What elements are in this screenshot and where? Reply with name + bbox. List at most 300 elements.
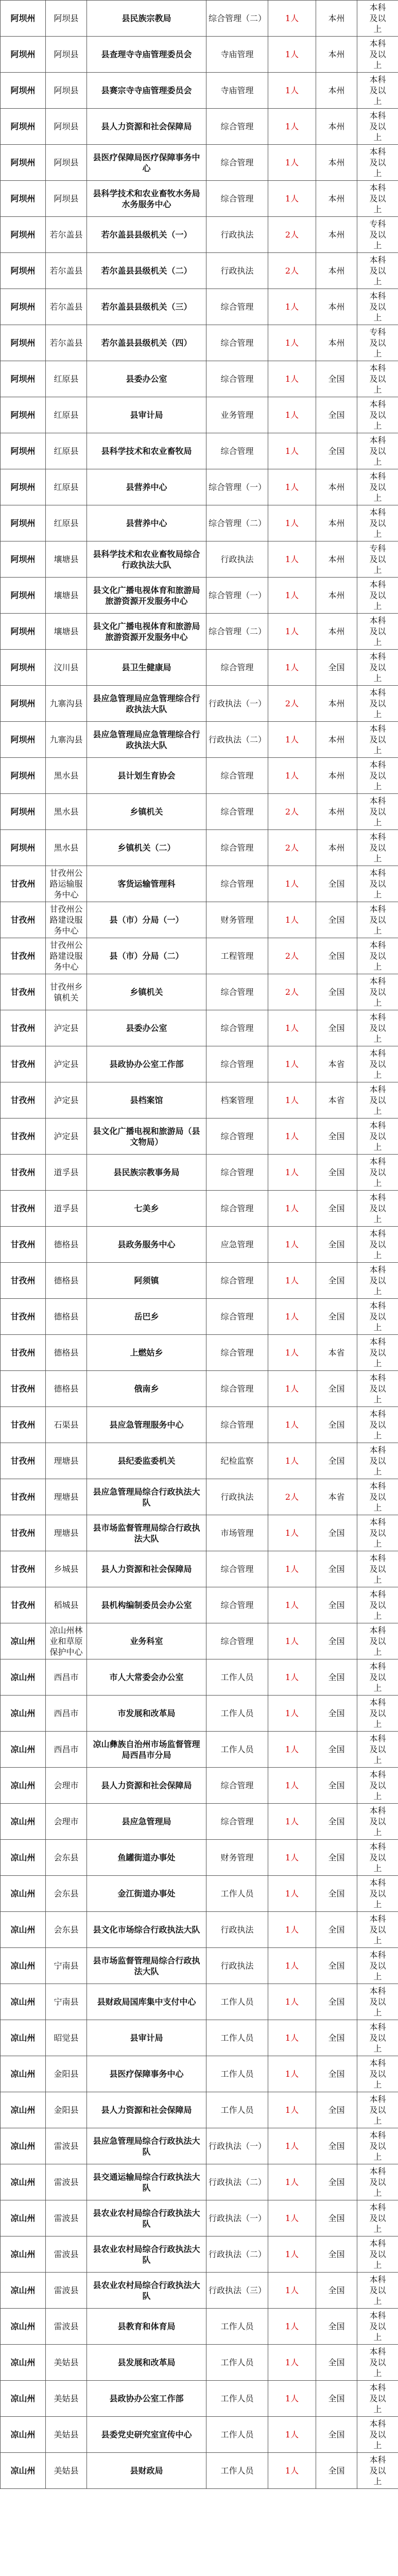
county-cell: 甘孜州公路运输服务中心 — [46, 866, 87, 902]
scope-cell: 本州 — [316, 325, 357, 361]
table-row — [1, 2092, 398, 2128]
unit-cell: 县营养中心 — [87, 469, 206, 505]
county-cell: 若尔盖县 — [46, 289, 87, 325]
category-cell: 行政执法 — [206, 541, 268, 578]
count-cell: 1人 — [268, 1227, 316, 1263]
table-row — [1, 830, 398, 866]
region-cell: 甘孜州 — [1, 1407, 46, 1443]
table-row — [1, 578, 398, 614]
category-cell: 工作人员 — [206, 2092, 268, 2128]
unit-cell: 若尔盖县县级机关（四） — [87, 325, 206, 361]
region-cell: 甘孜州 — [1, 1227, 46, 1263]
county-cell: 黑水县 — [46, 794, 87, 830]
region-cell: 阿坝州 — [1, 505, 46, 541]
region-cell: 凉山州 — [1, 2056, 46, 2092]
county-cell: 德格县 — [46, 1227, 87, 1263]
region-cell: 甘孜州 — [1, 974, 46, 1010]
unit-cell: 县审计局 — [87, 2020, 206, 2056]
table-row — [1, 1443, 398, 1479]
category-cell: 综合管理 — [206, 650, 268, 686]
category-cell: 综合管理 — [206, 1371, 268, 1407]
education-cell: 本科及以上 — [357, 2417, 398, 2453]
education-cell: 专科及以上 — [357, 217, 398, 253]
category-cell: 工作人员 — [206, 2381, 268, 2417]
region-cell: 凉山州 — [1, 1732, 46, 1768]
scope-cell: 全国 — [316, 1155, 357, 1191]
unit-cell: 若尔盖县县级机关（二） — [87, 253, 206, 289]
county-cell: 阿坝县 — [46, 1, 87, 37]
scope-cell: 全国 — [316, 1984, 357, 2020]
region-cell: 甘孜州 — [1, 1118, 46, 1155]
scope-cell: 全国 — [316, 938, 357, 974]
education-cell: 本科及以上 — [357, 1118, 398, 1155]
category-cell: 行政执法 — [206, 253, 268, 289]
scope-cell: 本州 — [316, 469, 357, 505]
category-cell: 综合管理 — [206, 1623, 268, 1659]
region-cell: 凉山州 — [1, 1623, 46, 1659]
table-row — [1, 2200, 398, 2236]
category-cell: 综合管理 — [206, 181, 268, 217]
region-cell: 凉山州 — [1, 1659, 46, 1696]
table-row — [1, 2309, 398, 2345]
scope-cell: 全国 — [316, 1010, 357, 1046]
table-row — [1, 650, 398, 686]
county-cell: 金阳县 — [46, 2056, 87, 2092]
county-cell: 汶川县 — [46, 650, 87, 686]
count-cell: 1人 — [268, 109, 316, 145]
county-cell: 美姑县 — [46, 2417, 87, 2453]
unit-cell: 县人力资源和社会保障局 — [87, 2092, 206, 2128]
count-cell: 1人 — [268, 2273, 316, 2309]
count-cell: 1人 — [268, 1118, 316, 1155]
unit-cell: 县政务服务中心 — [87, 1227, 206, 1263]
scope-cell: 本州 — [316, 794, 357, 830]
county-cell: 理塘县 — [46, 1479, 87, 1515]
region-cell: 阿坝州 — [1, 325, 46, 361]
education-cell: 本科及以上 — [357, 866, 398, 902]
scope-cell: 全国 — [316, 2345, 357, 2381]
category-cell: 综合管理 — [206, 109, 268, 145]
scope-cell: 本州 — [316, 181, 357, 217]
region-cell: 阿坝州 — [1, 686, 46, 722]
unit-cell: 金江街道办事处 — [87, 1876, 206, 1912]
count-cell: 2人 — [268, 938, 316, 974]
table-row — [1, 1696, 398, 1732]
region-cell: 阿坝州 — [1, 650, 46, 686]
table-row — [1, 1768, 398, 1804]
county-cell: 甘孜州公路建设服务中心 — [46, 902, 87, 938]
region-cell: 阿坝州 — [1, 578, 46, 614]
county-cell: 红原县 — [46, 433, 87, 469]
county-cell: 西昌市 — [46, 1696, 87, 1732]
region-cell: 阿坝州 — [1, 541, 46, 578]
county-cell: 雷波县 — [46, 2236, 87, 2273]
education-cell: 本科及以上 — [357, 974, 398, 1010]
category-cell: 财务管理 — [206, 902, 268, 938]
scope-cell: 全国 — [316, 866, 357, 902]
education-cell: 本科及以上 — [357, 1263, 398, 1299]
county-cell: 泸定县 — [46, 1082, 87, 1118]
county-cell: 甘孜州乡镇机关 — [46, 974, 87, 1010]
county-cell: 黑水县 — [46, 830, 87, 866]
table-row — [1, 1227, 398, 1263]
education-cell: 本科及以上 — [357, 650, 398, 686]
scope-cell: 全国 — [316, 1299, 357, 1335]
county-cell: 泸定县 — [46, 1046, 87, 1082]
unit-cell: 县委党史研究室宣传中心 — [87, 2417, 206, 2453]
region-cell: 甘孜州 — [1, 1371, 46, 1407]
education-cell: 本科及以上 — [357, 1082, 398, 1118]
category-cell: 业务管理 — [206, 397, 268, 433]
category-cell: 综合管理 — [206, 325, 268, 361]
category-cell: 综合管理 — [206, 1804, 268, 1840]
table-row — [1, 181, 398, 217]
table-row — [1, 1299, 398, 1335]
region-cell: 凉山州 — [1, 1984, 46, 2020]
region-cell: 凉山州 — [1, 2345, 46, 2381]
table-row — [1, 1, 398, 37]
unit-cell: 市发展和改革局 — [87, 1696, 206, 1732]
unit-cell: 县科学技术和农业畜牧水务局水务服务中心 — [87, 181, 206, 217]
education-cell: 本科及以上 — [357, 722, 398, 758]
table-row — [1, 109, 398, 145]
scope-cell: 本州 — [316, 1, 357, 37]
education-cell: 专科及以上 — [357, 541, 398, 578]
positions-table-body — [1, 1, 398, 2489]
education-cell: 本科及以上 — [357, 1623, 398, 1659]
region-cell: 阿坝州 — [1, 758, 46, 794]
region-cell: 阿坝州 — [1, 722, 46, 758]
education-cell: 本科及以上 — [357, 2345, 398, 2381]
table-row — [1, 2273, 398, 2309]
unit-cell: 县医疗保障局医疗保障事务中心 — [87, 145, 206, 181]
unit-cell: 县交通运输局综合行政执法大队 — [87, 2164, 206, 2200]
category-cell: 工作人员 — [206, 2309, 268, 2345]
county-cell: 雷波县 — [46, 2128, 87, 2164]
education-cell: 本科及以上 — [357, 1876, 398, 1912]
category-cell: 综合管理（一） — [206, 469, 268, 505]
region-cell: 甘孜州 — [1, 1082, 46, 1118]
table-row — [1, 289, 398, 325]
category-cell: 综合管理 — [206, 1118, 268, 1155]
category-cell: 综合管理 — [206, 830, 268, 866]
county-cell: 九寨沟县 — [46, 686, 87, 722]
category-cell: 行政执法（二） — [206, 2164, 268, 2200]
count-cell: 1人 — [268, 2453, 316, 2489]
education-cell: 本科及以上 — [357, 1299, 398, 1335]
county-cell: 若尔盖县 — [46, 217, 87, 253]
table-row — [1, 1587, 398, 1623]
unit-cell: 县计划生育协会 — [87, 758, 206, 794]
unit-cell: 县赛宗寺寺庙管理委员会 — [87, 73, 206, 109]
county-cell: 昭觉县 — [46, 2020, 87, 2056]
region-cell: 甘孜州 — [1, 1479, 46, 1515]
table-row — [1, 938, 398, 974]
scope-cell: 全国 — [316, 1515, 357, 1551]
table-row — [1, 1515, 398, 1551]
count-cell: 1人 — [268, 1876, 316, 1912]
category-cell: 市场管理 — [206, 1515, 268, 1551]
scope-cell: 全国 — [316, 361, 357, 397]
region-cell: 阿坝州 — [1, 217, 46, 253]
count-cell: 1人 — [268, 1804, 316, 1840]
scope-cell: 全国 — [316, 974, 357, 1010]
unit-cell: 县农业农村局综合行政执法大队 — [87, 2200, 206, 2236]
count-cell: 1人 — [268, 1155, 316, 1191]
unit-cell: 县市场监督管理局综合行政执法大队 — [87, 1515, 206, 1551]
region-cell: 甘孜州 — [1, 1551, 46, 1587]
education-cell: 本科及以上 — [357, 1335, 398, 1371]
category-cell: 工作人员 — [206, 2020, 268, 2056]
category-cell: 综合管理 — [206, 758, 268, 794]
category-cell: 行政执法（一） — [206, 686, 268, 722]
region-cell: 甘孜州 — [1, 866, 46, 902]
table-row — [1, 145, 398, 181]
category-cell: 工程管理 — [206, 938, 268, 974]
table-row — [1, 974, 398, 1010]
table-row — [1, 433, 398, 469]
unit-cell: 县应急管理局应急管理综合行政执法大队 — [87, 686, 206, 722]
category-cell: 行政执法 — [206, 1948, 268, 1984]
unit-cell: 凉山彝族自治州市场监督管理局西昌市分局 — [87, 1732, 206, 1768]
scope-cell: 全国 — [316, 2453, 357, 2489]
count-cell: 1人 — [268, 866, 316, 902]
county-cell: 甘孜州公路建设服务中心 — [46, 938, 87, 974]
table-row — [1, 361, 398, 397]
county-cell: 德格县 — [46, 1263, 87, 1299]
category-cell: 综合管理 — [206, 1587, 268, 1623]
count-cell: 1人 — [268, 1732, 316, 1768]
region-cell: 阿坝州 — [1, 37, 46, 73]
unit-cell: 鱼罐街道办事处 — [87, 1840, 206, 1876]
count-cell: 1人 — [268, 758, 316, 794]
county-cell: 道孚县 — [46, 1155, 87, 1191]
county-cell: 黑水县 — [46, 758, 87, 794]
education-cell: 本科及以上 — [357, 686, 398, 722]
count-cell: 1人 — [268, 1010, 316, 1046]
unit-cell: 县财政局国库集中支付中心 — [87, 1984, 206, 2020]
scope-cell: 全国 — [316, 433, 357, 469]
county-cell: 雷波县 — [46, 2273, 87, 2309]
county-cell: 泸定县 — [46, 1118, 87, 1155]
unit-cell: 县委办公室 — [87, 361, 206, 397]
education-cell: 本科及以上 — [357, 37, 398, 73]
count-cell: 1人 — [268, 1551, 316, 1587]
count-cell: 1人 — [268, 1840, 316, 1876]
table-row — [1, 1479, 398, 1515]
county-cell: 金阳县 — [46, 2092, 87, 2128]
unit-cell: 县（市）分局（二） — [87, 938, 206, 974]
county-cell: 德格县 — [46, 1299, 87, 1335]
category-cell: 工作人员 — [206, 2345, 268, 2381]
education-cell: 本科及以上 — [357, 1948, 398, 1984]
region-cell: 阿坝州 — [1, 830, 46, 866]
education-cell: 本科及以上 — [357, 1768, 398, 1804]
region-cell: 凉山州 — [1, 1912, 46, 1948]
education-cell: 本科及以上 — [357, 1371, 398, 1407]
county-cell: 德格县 — [46, 1371, 87, 1407]
scope-cell: 全国 — [316, 2273, 357, 2309]
education-cell: 本科及以上 — [357, 1912, 398, 1948]
education-cell: 本科及以上 — [357, 2200, 398, 2236]
count-cell: 1人 — [268, 1407, 316, 1443]
education-cell: 本科及以上 — [357, 614, 398, 650]
scope-cell: 本州 — [316, 830, 357, 866]
scope-cell: 全国 — [316, 1804, 357, 1840]
count-cell: 1人 — [268, 1696, 316, 1732]
education-cell: 本科及以上 — [357, 1840, 398, 1876]
unit-cell: 县教育和体育局 — [87, 2309, 206, 2345]
count-cell: 1人 — [268, 1371, 316, 1407]
count-cell: 1人 — [268, 1768, 316, 1804]
scope-cell: 全国 — [316, 1227, 357, 1263]
county-cell: 红原县 — [46, 361, 87, 397]
table-row — [1, 541, 398, 578]
county-cell: 理塘县 — [46, 1443, 87, 1479]
county-cell: 乡城县 — [46, 1551, 87, 1587]
unit-cell: 县查理寺寺庙管理委员会 — [87, 37, 206, 73]
category-cell: 行政执法（二） — [206, 2236, 268, 2273]
count-cell: 2人 — [268, 830, 316, 866]
region-cell: 阿坝州 — [1, 469, 46, 505]
region-cell: 阿坝州 — [1, 433, 46, 469]
scope-cell: 全国 — [316, 2200, 357, 2236]
count-cell: 1人 — [268, 1191, 316, 1227]
category-cell: 寺庙管理 — [206, 73, 268, 109]
region-cell: 凉山州 — [1, 2200, 46, 2236]
education-cell: 本科及以上 — [357, 2453, 398, 2489]
scope-cell: 本省 — [316, 1479, 357, 1515]
scope-cell: 全国 — [316, 2128, 357, 2164]
count-cell: 2人 — [268, 217, 316, 253]
county-cell: 阿坝县 — [46, 109, 87, 145]
education-cell: 本科及以上 — [357, 578, 398, 614]
table-row — [1, 1407, 398, 1443]
category-cell: 档案管理 — [206, 1082, 268, 1118]
table-row — [1, 73, 398, 109]
category-cell: 工作人员 — [206, 1659, 268, 1696]
table-row — [1, 758, 398, 794]
table-row — [1, 686, 398, 722]
unit-cell: 县医疗保障事务中心 — [87, 2056, 206, 2092]
scope-cell: 本州 — [316, 505, 357, 541]
region-cell: 凉山州 — [1, 1876, 46, 1912]
region-cell: 凉山州 — [1, 1804, 46, 1840]
category-cell: 综合管理 — [206, 433, 268, 469]
county-cell: 阿坝县 — [46, 145, 87, 181]
unit-cell: 乡镇机关 — [87, 794, 206, 830]
table-row — [1, 1191, 398, 1227]
count-cell: 1人 — [268, 2309, 316, 2345]
county-cell: 美姑县 — [46, 2453, 87, 2489]
scope-cell: 全国 — [316, 1768, 357, 1804]
scope-cell: 本州 — [316, 289, 357, 325]
count-cell: 1人 — [268, 650, 316, 686]
region-cell: 阿坝州 — [1, 145, 46, 181]
education-cell: 本科及以上 — [357, 1191, 398, 1227]
category-cell: 综合管理 — [206, 1299, 268, 1335]
education-cell: 本科及以上 — [357, 109, 398, 145]
region-cell: 凉山州 — [1, 2236, 46, 2273]
table-row — [1, 1046, 398, 1082]
education-cell: 本科及以上 — [357, 2273, 398, 2309]
category-cell: 行政执法（二） — [206, 722, 268, 758]
category-cell: 综合管理 — [206, 974, 268, 1010]
education-cell: 本科及以上 — [357, 1587, 398, 1623]
education-cell: 本科及以上 — [357, 938, 398, 974]
region-cell: 凉山州 — [1, 2020, 46, 2056]
region-cell: 阿坝州 — [1, 109, 46, 145]
table-row — [1, 2164, 398, 2200]
county-cell: 会理市 — [46, 1804, 87, 1840]
county-cell: 红原县 — [46, 505, 87, 541]
count-cell: 2人 — [268, 1479, 316, 1515]
county-cell: 若尔盖县 — [46, 325, 87, 361]
region-cell: 甘孜州 — [1, 1010, 46, 1046]
education-cell: 本科及以上 — [357, 1010, 398, 1046]
region-cell: 阿坝州 — [1, 361, 46, 397]
county-cell: 雷波县 — [46, 2200, 87, 2236]
scope-cell: 全国 — [316, 1948, 357, 1984]
county-cell: 红原县 — [46, 469, 87, 505]
unit-cell: 县科学技术和农业畜牧局综合行政执法大队 — [87, 541, 206, 578]
category-cell: 行政执法 — [206, 1912, 268, 1948]
county-cell: 宁南县 — [46, 1984, 87, 2020]
count-cell: 1人 — [268, 578, 316, 614]
category-cell: 综合管理 — [206, 145, 268, 181]
table-row — [1, 2345, 398, 2381]
unit-cell: 县卫生健康局 — [87, 650, 206, 686]
region-cell: 甘孜州 — [1, 1155, 46, 1191]
education-cell: 本科及以上 — [357, 433, 398, 469]
education-cell: 本科及以上 — [357, 1479, 398, 1515]
education-cell: 本科及以上 — [357, 469, 398, 505]
scope-cell: 全国 — [316, 1191, 357, 1227]
count-cell: 1人 — [268, 73, 316, 109]
category-cell: 应急管理 — [206, 1227, 268, 1263]
count-cell: 1人 — [268, 325, 316, 361]
scope-cell: 本省 — [316, 1082, 357, 1118]
unit-cell: 市人大常委会办公室 — [87, 1659, 206, 1696]
count-cell: 1人 — [268, 2417, 316, 2453]
region-cell: 甘孜州 — [1, 938, 46, 974]
unit-cell: 若尔盖县县级机关（一） — [87, 217, 206, 253]
scope-cell: 本州 — [316, 722, 357, 758]
table-row — [1, 1155, 398, 1191]
table-row — [1, 2056, 398, 2092]
category-cell: 工作人员 — [206, 2453, 268, 2489]
unit-cell: 县纪委监委机关 — [87, 1443, 206, 1479]
scope-cell: 全国 — [316, 1623, 357, 1659]
table-row — [1, 217, 398, 253]
table-row — [1, 1082, 398, 1118]
county-cell: 西昌市 — [46, 1659, 87, 1696]
category-cell: 综合管理（一） — [206, 578, 268, 614]
education-cell: 本科及以上 — [357, 289, 398, 325]
category-cell: 综合管理 — [206, 1155, 268, 1191]
region-cell: 凉山州 — [1, 2128, 46, 2164]
unit-cell: 县营养中心 — [87, 505, 206, 541]
count-cell: 1人 — [268, 2020, 316, 2056]
unit-cell: 县应急管理局 — [87, 1804, 206, 1840]
count-cell: 1人 — [268, 505, 316, 541]
scope-cell: 全国 — [316, 1443, 357, 1479]
county-cell: 阿坝县 — [46, 73, 87, 109]
table-row — [1, 2236, 398, 2273]
county-cell: 德格县 — [46, 1335, 87, 1371]
education-cell: 本科及以上 — [357, 1443, 398, 1479]
count-cell: 1人 — [268, 2092, 316, 2128]
